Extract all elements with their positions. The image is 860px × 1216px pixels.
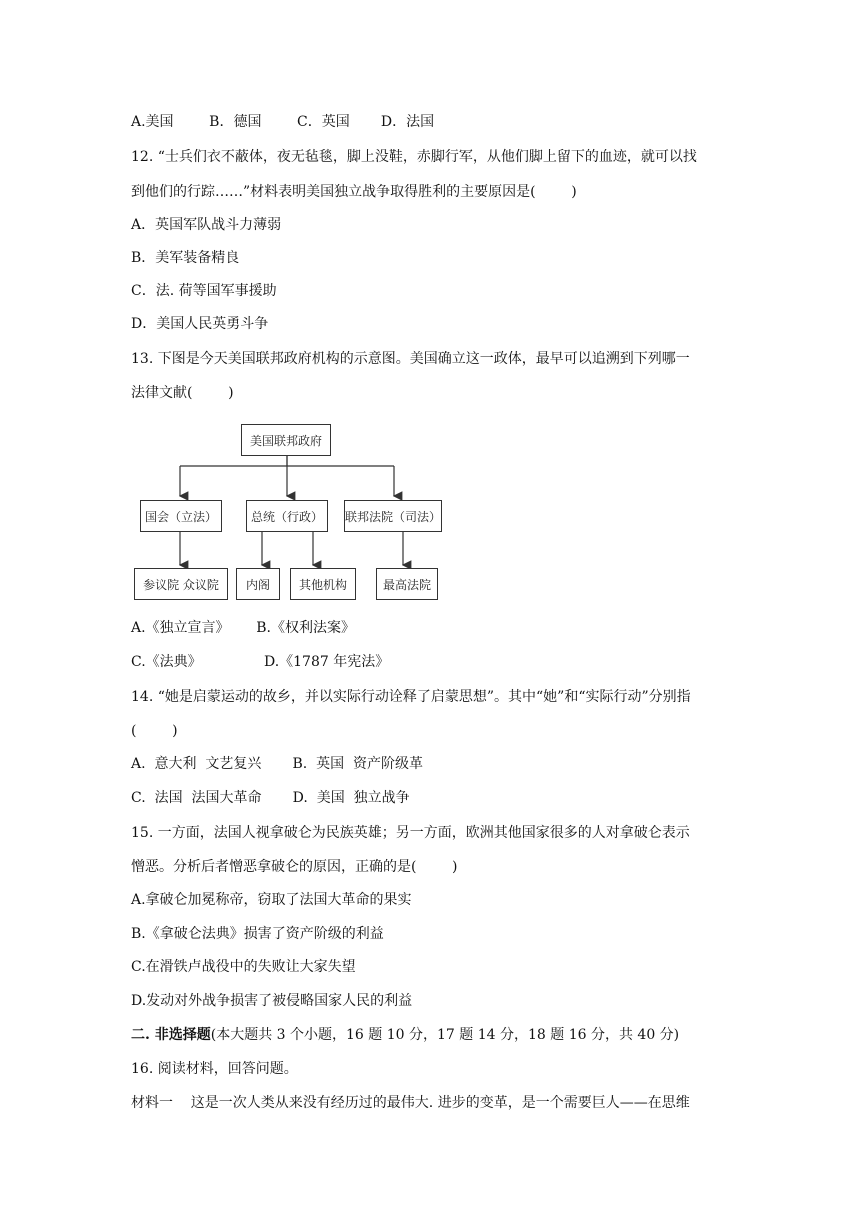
q14-options-cd: C. 法国 法国大革命 D. 美国 独立战争 bbox=[131, 790, 410, 806]
q12-option-d: D．美国人民英勇斗争 bbox=[131, 316, 269, 332]
diagram-supreme-court-box: 最高法院 bbox=[376, 568, 438, 600]
section-two-title: 二. 非选择题 bbox=[131, 1027, 211, 1043]
diagram-other-agencies-box: 其他机构 bbox=[290, 568, 356, 600]
question-13-line-2: 法律文献( ) bbox=[131, 385, 234, 401]
q12-option-b: B．美军装备精良 bbox=[131, 250, 240, 266]
question-16-prompt: 16. 阅读材料，回答问题。 bbox=[131, 1061, 298, 1077]
diagram-senate-house-box: 参议院 众议院 bbox=[134, 568, 228, 600]
question-15-line-2: 憎恶。分析后者憎恶拿破仑的原因，正确的是( ) bbox=[131, 859, 458, 875]
q14-options-ab: A. 意大利 文艺复兴 B. 英国 资产阶级革 bbox=[131, 756, 424, 772]
q15-option-b: B.《拿破仑法典》损害了资产阶级的利益 bbox=[131, 926, 384, 942]
question-15-line-1: 15. 一方面，法国人视拿破仑为民族英雄；另一方面，欧洲其他国家很多的人对拿破仑表示 bbox=[131, 825, 690, 841]
q13-options-ab: A.《独立宣言》 B.《权利法案》 bbox=[131, 620, 355, 636]
material-one-text: 材料一 这是一次人类从来没有经历过的最伟大. 进步的变革，是一个需要巨人——在思维 bbox=[131, 1095, 690, 1111]
question-14-line-1: 14. “她是启蒙运动的故乡，并以实际行动诠释了启蒙思想”。其中“她”和“实际行动”分别指 bbox=[131, 689, 691, 705]
diagram-cabinet-box: 内阁 bbox=[236, 568, 280, 600]
government-structure-diagram bbox=[130, 414, 450, 604]
diagram-president-box: 总统（行政） bbox=[246, 500, 328, 532]
option-line-q11: A.美国 B．德国 C．英国 D．法国 bbox=[131, 114, 435, 130]
question-14-line-2: ( ) bbox=[131, 723, 178, 739]
q15-option-d: D.发动对外战争损害了被侵略国家人民的利益 bbox=[131, 993, 413, 1009]
q15-option-a: A.拿破仑加冕称帝，窃取了法国大革命的果实 bbox=[131, 892, 412, 908]
q15-option-c: C.在滑铁卢战役中的失败让大家失望 bbox=[131, 959, 356, 975]
section-two-note: (本大题共 3 个小题，16 题 10 分，17 题 14 分，18 题 16 分，共 40 分) bbox=[210, 1027, 680, 1043]
q13-options-cd: C.《法典》 D.《1787 年宪法》 bbox=[131, 654, 390, 670]
q12-option-a: A．英国军队战斗力薄弱 bbox=[131, 217, 282, 233]
diagram-federal-court-box: 联邦法院（司法） bbox=[344, 500, 442, 532]
diagram-congress-box: 国会（立法） bbox=[140, 500, 222, 532]
question-12-line-2: 到他们的行踪……”材料表明美国独立战争取得胜利的主要原因是( ) bbox=[131, 184, 577, 200]
question-13-line-1: 13. 下图是今天美国联邦政府机构的示意图。美国确立这一政体，最早可以追溯到下列哪一 bbox=[131, 351, 690, 367]
section-two-heading bbox=[131, 1025, 679, 1045]
q12-option-c: C．法. 荷等国军事援助 bbox=[131, 283, 277, 299]
question-12-line-1: 12. “士兵们衣不蔽体，夜无毡毯，脚上没鞋，赤脚行军，从他们脚上留下的血迹，就可以找 bbox=[131, 149, 697, 165]
diagram-root-federal-government: 美国联邦政府 bbox=[241, 424, 331, 456]
